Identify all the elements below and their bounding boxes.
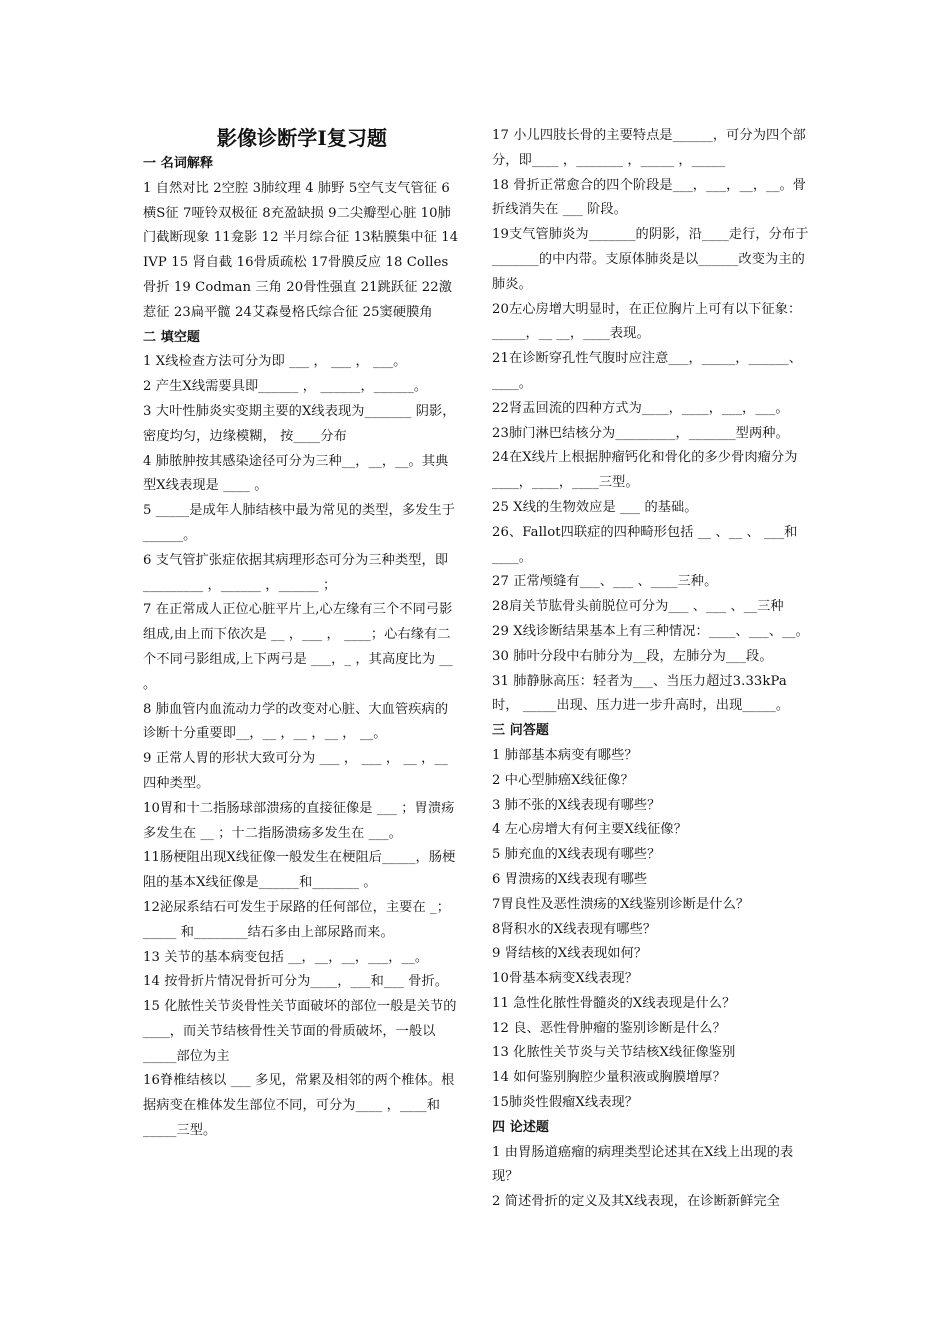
question-item: 17 小儿四肢长骨的主要特点是______，可分为四个部分，即____ ，_______ ，_____ ，_____ <box>492 128 806 168</box>
question-item: 20左心房增大明显时，在正位胸片上可有以下征象：_____，__ __，____表现。 <box>492 301 802 342</box>
question-item: 13 化脓性关节炎与关节结核X线征像鉴别 <box>492 1045 736 1061</box>
question-item: 29 X线诊断结果基本上有三种情况：____、___、__。30 肺叶分段中右肺分为__段，左肺分为___段。 <box>492 623 809 664</box>
question-item: 10骨基本病变X线表现？ <box>492 971 639 987</box>
question-item: 12 良、恶性骨肿瘤的鉴别诊断是什么？ <box>492 1020 726 1036</box>
question-item: 8肾积水的X线表现有哪些？ <box>492 921 657 937</box>
question-item: 3 大叶性肺炎实变期主要的X线表现为_______ 阴影，密度均匀，边缘模糊， 按____分布 <box>143 403 456 444</box>
question-item: 16脊椎结核以 ___ 多见，常累及相邻的两个椎体。根据病变在椎体发生部位不同，可分为____ ，____和_____三型。 <box>143 1073 455 1139</box>
question-item: 1 自然对比 2空腔 3肺纹理 4 肺野 5空气支气管征 6横S征 7哑铃双极征 8充盈缺损 9二尖瓣型心脏 10肺门截断现象 11龛影 12 半月综合征 13粘膜集中征 14 IVP 15 肾自截 16骨质疏松 17骨膜反应 18 Colles骨折 19 Codman 三角 20骨性强直 21跳跃征 22激惹征 23扁平髋 24艾森曼格氏综合征 25窦硬膜角 <box>143 180 459 320</box>
question-item: 2 中心型肺癌X线征像？ <box>492 772 634 788</box>
question-item: 15 化脓性关节炎骨性关节面破坏的部位一般是关节的____，而关节结核骨性关节面的骨质破坏，一般以_____部位为主 <box>143 999 457 1064</box>
question-item: 6 支气管扩张症依据其病理形态可分为三种类型，即_________ ，______ ，______ ； <box>143 552 449 593</box>
question-item: 1 由胃肠道癌瘤的病理类型论述其在X线上出现的表现？ <box>492 1144 794 1185</box>
question-item: 11 急性化脓性骨髓炎的X线表现是什么？ <box>492 995 736 1011</box>
question-item: 9 肾结核的X线表现如何？ <box>492 946 648 962</box>
question-item: 7胃良性及恶性溃疡的X线鉴别诊断是什么？ <box>492 896 750 912</box>
question-item: 28肩关节肱骨头前脱位可分为___ 、___ 、__三种 <box>492 599 784 615</box>
question-item: 11肠梗阻出现X线征像一般发生在梗阻后_____，肠梗阻的基本X线征像是______和_______ 。 <box>143 850 456 891</box>
question-item: 15肺炎性假瘤X线表现？ <box>492 1095 639 1111</box>
section-heading: 一 名词解释 <box>143 156 214 171</box>
left-column-body <box>143 152 461 1144</box>
question-item: 4 肺脓肿按其感染途径可分为三种__，__，__。其典型X线表现是 ____ 。 <box>143 453 449 494</box>
question-item: 31 肺静脉高压：轻者为___、当压力超过3.33kPa时， _____出现、压力进一步升高时，出现_____。 <box>492 673 790 714</box>
question-item: 2 产生X线需要具即______ ， ______，______。 <box>143 379 428 395</box>
question-item: 14 按骨折片情况骨折可分为____，___和___ 骨折。 <box>143 974 449 990</box>
question-item: 9 正常人胃的形状大致可分为 ___ ， ___ ， __ ，__四种类型。 <box>143 751 448 791</box>
question-item: 8 肺血管内血流动力学的改变对心脏、大血管疾病的诊断十分重要即__，__ ，__ ，__ ， __。 <box>143 701 449 742</box>
question-item: 21在诊断穿孔性气腹时应注意___，_____，______、____。 <box>492 351 803 391</box>
left-column <box>143 124 461 1144</box>
question-item: 23肺门淋巴结核分为_________，_______型两种。 <box>492 425 789 441</box>
page-title: 影像诊断学Ⅰ复习题 <box>216 126 388 150</box>
question-item: 3 肺不张的X线表现有哪些？ <box>492 797 661 813</box>
section-heading: 四 论述题 <box>492 1119 550 1135</box>
question-item: 12泌尿系结石可发生于尿路的任何部位，主要在 _；_____ 和________结石多由上部尿路而来。 <box>143 899 451 940</box>
question-item: 26、Fallot四联症的四种畸形包括 __ 、__ 、 ___和____。 <box>492 524 798 565</box>
question-item: 1 肺部基本病变有哪些？ <box>492 747 638 763</box>
question-item: 1 X线检查方法可分为即 ___ ， ___ ， ___。 <box>143 354 407 370</box>
question-item: 27 正常颅缝有___、___ 、____三种。 <box>492 574 718 590</box>
question-item: 5 肺充血的X线表现有哪些？ <box>492 847 661 863</box>
question-item: 10胃和十二指肠球部溃疡的直接征像是 ___ ；胃溃疡多发生在 __ ；十二指肠溃疡多发生在 ___。 <box>143 800 455 841</box>
question-item: 6 胃溃疡的X线表现有哪些 <box>492 871 648 887</box>
question-item: 18 骨折正常愈合的四个阶段是___，___，__，__。骨折线消失在 ___ 阶段。 <box>492 177 807 218</box>
question-item: 5 _____是成年人肺结核中最为常见的类型，多发生于______。 <box>143 503 455 543</box>
question-item: 24在X线片上根据肿瘤钙化和骨化的多少骨肉瘤分为____，____，____三型。 <box>492 450 798 491</box>
question-item: 7 在正常成人正位心脏平片上,心左缘有三个不同弓影组成,由上而下依次是 __ ，___ ， ____；心右缘有二个不同弓影组成,上下两弓是 ___，_ ，其高度比为 __ 。 <box>143 602 453 692</box>
question-item: 19支气管肺炎为_______的阴影，沿____走行，分布于_______的中内带。支原体肺炎是以______改变为主的肺炎。 <box>492 227 809 292</box>
section-heading: 三 问答题 <box>492 723 550 739</box>
question-item: 22肾盂回流的四种方式为____，____，___，___。 <box>492 400 789 416</box>
question-item: 25 X线的生物效应是 ___ 的基础。 <box>492 499 698 515</box>
question-item: 4 左心房增大有何主要X线征像？ <box>492 822 688 838</box>
right-column-body <box>492 124 810 1215</box>
question-item: 13 关节的基本病变包括 __，__，__，___，__。 <box>143 949 429 965</box>
right-column <box>492 124 810 1215</box>
question-item: 2 简述骨折的定义及其X线表现，在诊断新鲜完全 <box>492 1194 781 1210</box>
question-item: 14 如何鉴别胸腔少量积液或胸膜增厚？ <box>492 1070 726 1086</box>
section-heading: 二 填空题 <box>143 329 201 345</box>
